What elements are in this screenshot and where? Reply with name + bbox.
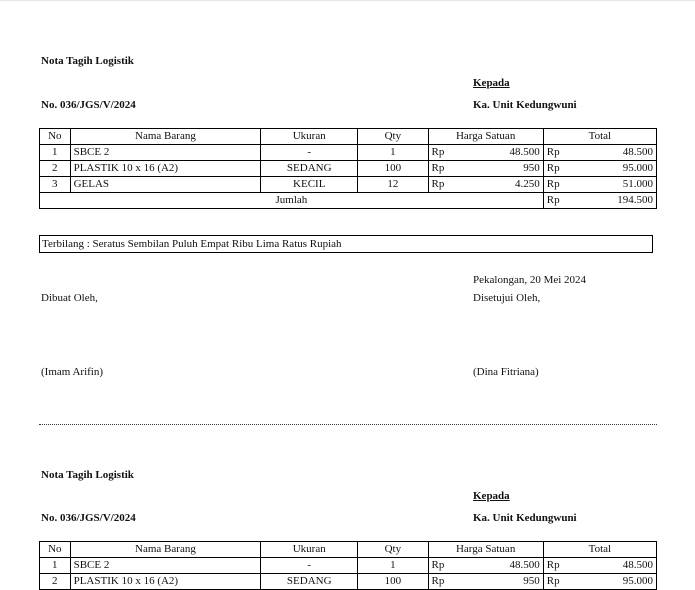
table-header-row	[40, 542, 657, 558]
approved-by-name: (Dina Fitriana)	[473, 366, 539, 378]
recipient: Ka. Unit Kedungwuni	[473, 512, 577, 524]
cell-currency: Rp	[543, 193, 570, 209]
cell-price: 48.500	[455, 558, 543, 574]
cell-qty: 1	[358, 145, 428, 161]
made-by-label: Dibuat Oleh,	[41, 292, 98, 304]
recipient: Ka. Unit Kedungwuni	[473, 99, 577, 111]
cell-size: -	[261, 145, 358, 161]
cell-qty: 100	[358, 574, 428, 590]
col-size: Ukuran	[261, 542, 358, 558]
cell-size: -	[261, 558, 358, 574]
cell-total: 51.000	[570, 177, 656, 193]
col-qty: Qty	[358, 129, 428, 145]
kepada-label: Kepada	[473, 77, 510, 89]
items-table	[39, 128, 657, 209]
cell-no: 3	[40, 177, 71, 193]
made-by-name: (Imam Arifin)	[41, 366, 104, 378]
cell-currency: Rp	[428, 145, 455, 161]
cell-no: 2	[40, 574, 71, 590]
place-date: Pekalongan, 20 Mei 2024	[473, 274, 587, 286]
col-price: Harga Satuan	[428, 129, 543, 145]
jumlah-total: 194.500	[570, 193, 656, 209]
col-no: No	[40, 542, 71, 558]
table-row	[40, 177, 657, 193]
col-price: Harga Satuan	[428, 542, 543, 558]
cell-name: PLASTIK 10 x 16 (A2)	[70, 161, 261, 177]
col-total: Total	[543, 129, 656, 145]
doc-number: No. 036/JGS/V/2024	[41, 99, 136, 111]
table-row	[40, 574, 657, 590]
cell-currency: Rp	[543, 145, 570, 161]
cell-currency: Rp	[543, 574, 570, 590]
cell-total: 95.000	[570, 161, 656, 177]
cell-total: 95.000	[570, 574, 656, 590]
cell-name: PLASTIK 10 x 16 (A2)	[70, 574, 261, 590]
cell-qty: 12	[358, 177, 428, 193]
cell-name: GELAS	[70, 177, 261, 193]
jumlah-label: Jumlah	[40, 193, 544, 209]
page-top-border	[0, 0, 695, 1]
cell-currency: Rp	[543, 177, 570, 193]
table-row	[40, 161, 657, 177]
col-total: Total	[543, 542, 656, 558]
cell-size: SEDANG	[261, 574, 358, 590]
cut-line-separator	[39, 424, 657, 425]
kepada-label: Kepada	[473, 490, 510, 502]
cell-name: SBCE 2	[70, 558, 261, 574]
cell-size: SEDANG	[261, 161, 358, 177]
terbilang-box: Terbilang : Seratus Sembilan Puluh Empat Ribu Lima Ratus Rupiah	[39, 235, 653, 253]
cell-currency: Rp	[428, 161, 455, 177]
cell-no: 1	[40, 145, 71, 161]
doc-title: Nota Tagih Logistik	[41, 469, 134, 481]
cell-total: 48.500	[570, 145, 656, 161]
cell-no: 1	[40, 558, 71, 574]
table-row	[40, 558, 657, 574]
cell-currency: Rp	[543, 161, 570, 177]
cell-price: 950	[455, 161, 543, 177]
jumlah-row	[40, 193, 657, 209]
cell-qty: 1	[358, 558, 428, 574]
cell-no: 2	[40, 161, 71, 177]
col-size: Ukuran	[261, 129, 358, 145]
cell-currency: Rp	[543, 558, 570, 574]
col-qty: Qty	[358, 542, 428, 558]
cell-size: KECIL	[261, 177, 358, 193]
doc-number: No. 036/JGS/V/2024	[41, 512, 136, 524]
table-row	[40, 145, 657, 161]
cell-price: 950	[455, 574, 543, 590]
table-header-row	[40, 129, 657, 145]
cell-qty: 100	[358, 161, 428, 177]
cell-currency: Rp	[428, 558, 455, 574]
cell-name: SBCE 2	[70, 145, 261, 161]
doc-title: Nota Tagih Logistik	[41, 55, 134, 67]
cell-currency: Rp	[428, 177, 455, 193]
approved-by-label: Disetujui Oleh,	[473, 292, 541, 304]
cell-price: 48.500	[455, 145, 543, 161]
col-no: No	[40, 129, 71, 145]
cell-price: 4.250	[455, 177, 543, 193]
col-name: Nama Barang	[70, 129, 261, 145]
cell-currency: Rp	[428, 574, 455, 590]
cell-total: 48.500	[570, 558, 656, 574]
items-table	[39, 541, 657, 590]
col-name: Nama Barang	[70, 542, 261, 558]
